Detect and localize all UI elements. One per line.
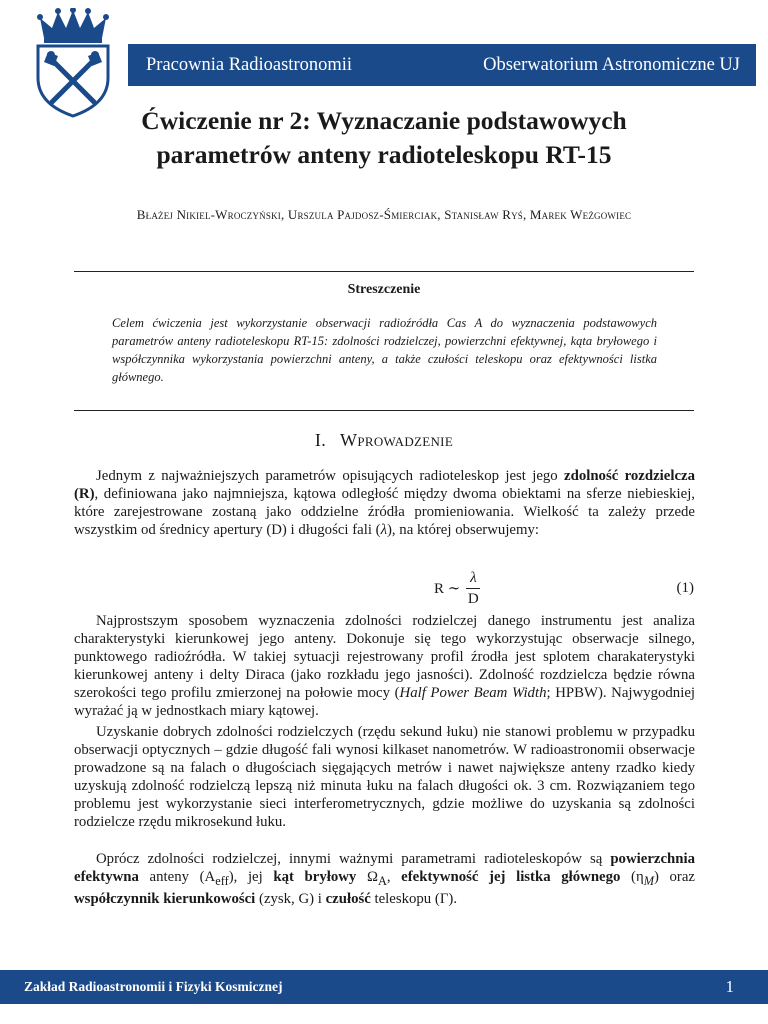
para4-bold-sensitivity: czułość (325, 890, 371, 907)
equation-lhs: R ∼ (434, 581, 461, 597)
para4-bold-directivity: współczynnik kierunkowości (74, 890, 256, 907)
para4-text-4: Ω (356, 869, 378, 885)
para4-bold-solid-angle: kąt bryłowy (273, 869, 357, 885)
para4-text-6: (η (620, 869, 644, 885)
abstract-text: Celem ćwiczenia jest wykorzystanie obserwacji radioźródła Cas A do wyznaczenia podstawowych parametrów anteny radioteleskopu RT-15: zdolności rodzielczej, powierzchni efektywnej, kąta bryłowego i współczynnika wykorzystania powierzchni anteny, a także czułości teleskopu oraz efektywności listka głównego. (112, 316, 657, 384)
paragraph-4 (74, 850, 695, 908)
section-number: I. (314, 430, 327, 450)
paragraph-3 (74, 723, 695, 831)
para1-text-1: Jednym z najważniejszych parametrów opisujących radioteleskop jest jego (96, 468, 565, 484)
para3-text: Uzyskanie dobrych zdolności rodzielczych (rzędu sekund łuku) nie stanowi problemu w przypadku obserwacji optycznych – gdzie długość fali wynosi kilkaset nanometrów. W radioastronomii obserwacje prowadzone są na falach o długościach sięgających metrów i nawet największe anteny rzadko kiedy uzyskują zdolność rodzielczą lepszą niż minuta łuku na falach długości ok. 3 cm. Rozwiązaniem tego problemu jest wykorzystanie sieci interferometrycznych, gdzie możliwe do uzyskania są zdolności rodzielcze rzędu mikrosekund łuku. (74, 724, 695, 830)
para4-bold-main-lobe: efektywność jej listka głównego (401, 869, 621, 885)
equation-denominator: D (467, 591, 479, 607)
para2-italic-term: Half Power Beam Width (399, 685, 547, 701)
header-bar (128, 44, 756, 86)
abstract-top-rule (74, 271, 694, 272)
para1-bold-term: zdolność rozdzielcza (R) (74, 468, 695, 502)
paragraph-2 (74, 612, 695, 720)
abstract-heading: Streszczenie (347, 282, 421, 297)
para4-bold-effective-area: powierzchnia efektywna (74, 851, 695, 885)
university-crest-logo (32, 8, 114, 118)
para2-text-2: ; HPBW). Najwygodniej wyrażać ją w jednostkach miary kątowej. (74, 685, 695, 719)
abstract-bottom-rule (74, 410, 694, 411)
para4-sub-m: M (643, 873, 654, 888)
para4-text-9: teleskopu (Γ). (370, 890, 458, 907)
equation-number: (1) (676, 580, 694, 596)
header-observatory-name: Obserwatorium Astronomiczne UJ (483, 54, 740, 75)
para1-text-3: ), na której obserwujemy: (386, 522, 540, 538)
authors: Błażej Nikiel-Wroczyński, Urszula Pajdosz-Śmierciak, Stanisław Ryś, Marek Weżgowiec (136, 207, 632, 222)
fraction-bar (466, 588, 480, 589)
equation-1 (74, 570, 694, 610)
document-title (74, 104, 694, 172)
section-heading (74, 430, 694, 451)
equation-fraction (466, 570, 480, 607)
page-number: 1 (725, 977, 734, 996)
footer-bar (0, 970, 768, 1004)
paragraph-1 (74, 467, 695, 539)
title-line-2: parametrów anteny radioteleskopu RT-15 (156, 140, 612, 169)
header-lab-name: Pracownia Radioastronomii (146, 54, 353, 75)
para1-lambda: λ (380, 522, 387, 538)
para2-text-1: Najprostszym sposobem wyznaczenia zdolności rodzielczej danego instrumentu jest analiza charakterystyki kierunkowej jego anteny. Dokonuje się tego wykorzystując obserwacje silnego, punktowego radioźródła. W takiej sytuacji rejestrowany profil źrodła jest splotem charakaterystyki kierunkowej anteny i delty Diraca (jako rozkładu jego jasności). Zdolność rozdzielcza będzie równa szerokości tego profilu zmierzonej na połowie mocy ( (74, 613, 695, 701)
para1-text-2: , definiowana jako najmniejsza, kątowa odległość między dwoma obiektami na sferze niebieskiej, które zarejestrowane zostaną jako oddzielne źródła promieniowania. Wielkość ta zależy przede wszystkim od średnicy apertury (D) i długości fali ( (74, 486, 695, 538)
section-name: Wprowadzenie (340, 430, 454, 450)
footer-department-name: Zakład Radioastronomii i Fizyki Kosmicznej (24, 979, 283, 994)
para4-text-1: Oprócz zdolności rodzielczej, innymi ważnymi parametrami radioteleskopów są (96, 851, 611, 867)
para4-text-2: anteny (A (138, 869, 216, 885)
para4-sub-eff: eff (215, 873, 229, 888)
para4-text-7: ) oraz (653, 869, 695, 885)
para4-text-5: , (386, 869, 402, 885)
para4-text-8: (zysk, G) i (255, 890, 326, 907)
equation-numerator: λ (470, 570, 477, 586)
title-line-1: Ćwiczenie nr 2: Wyznaczanie podstawowych (141, 106, 627, 135)
para4-text-3: ), jej (228, 869, 274, 885)
para4-sub-a: A (377, 873, 387, 888)
